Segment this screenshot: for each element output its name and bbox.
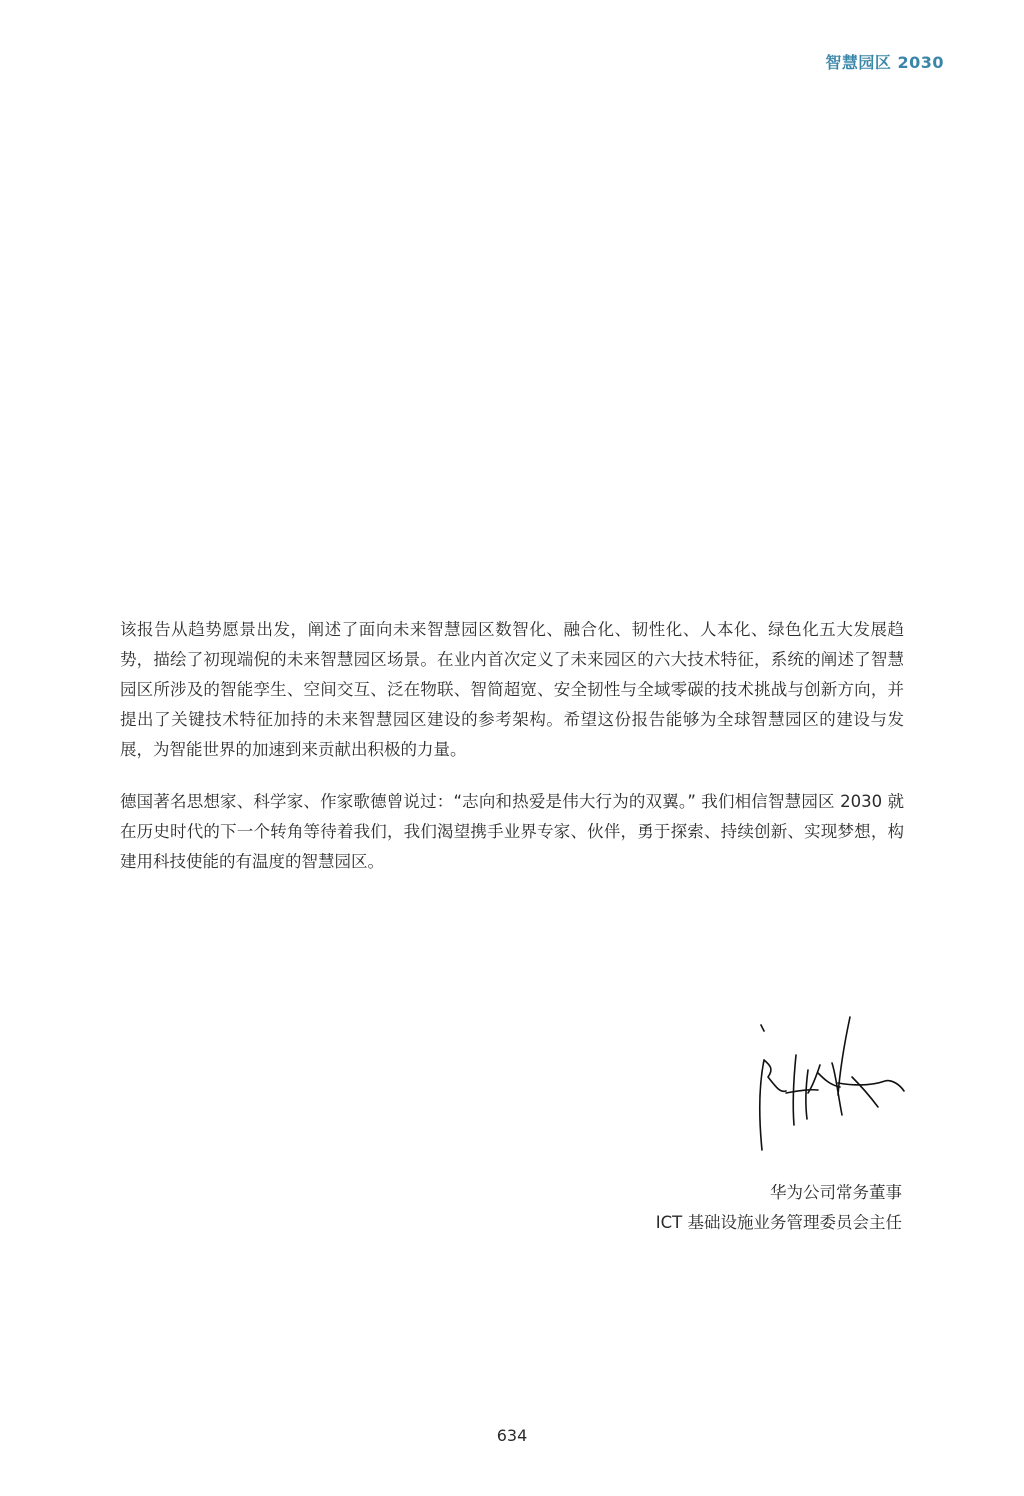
paragraph-goethe-quote: 德国著名思想家、科学家、作家歌德曾说过：“志向和热爱是伟大行为的双翼。” 我们相信智慧园区 2030 就在历史时代的下一个转角等待着我们，我们渴望携手业界专家、伙伴，勇于探索、持续创新、实现梦想，构建用科技使能的有温度的智慧园区。 <box>120 792 904 871</box>
signer-title-2: ICT 基础设施业务管理委员会主任 <box>655 1213 902 1232</box>
signer-title-1: 华为公司常务董事 <box>770 1183 902 1202</box>
signer-block <box>656 1178 902 1238</box>
paragraph-report-summary: 该报告从趋势愿景出发，阐述了面向未来智慧园区数智化、融合化、韧性化、人本化、绿色化五大发展趋势，描绘了初现端倪的未来智慧园区场景。在业内首次定义了未来园区的六大技术特征，系统的阐述了智慧园区所涉及的智能孪生、空间交互、泛在物联、智简超宽、安全韧性与全域零碳的技术挑战与创新方向，并提出了关键技术特征加持的未来智慧园区建设的参考架构。希望这份报告能够为全球智慧园区的建设与发展，为智能世界的加速到来贡献出积极的力量。 <box>120 620 904 759</box>
page-number: 634 <box>496 1426 528 1445</box>
handwritten-signature <box>750 1015 910 1160</box>
running-header-title: 智慧园区 2030 <box>825 53 944 72</box>
body-text <box>120 615 904 899</box>
